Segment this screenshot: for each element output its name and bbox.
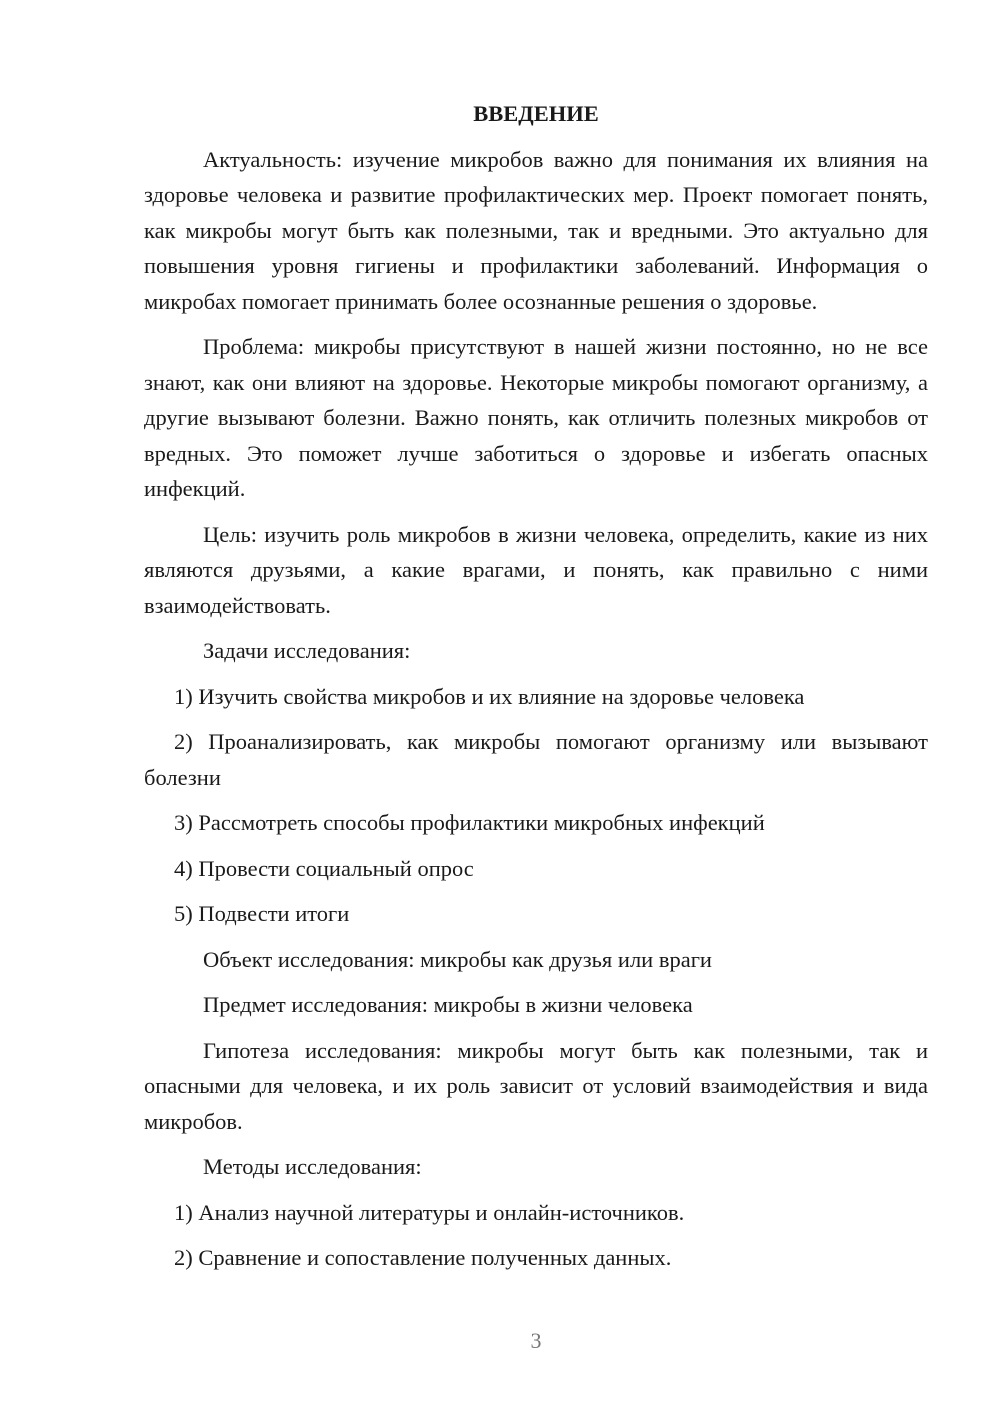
- task-item-5: 5) Подвести итоги: [174, 901, 350, 926]
- task-item-1: 1) Изучить свойства микробов и их влияние на здоровье человека: [174, 683, 805, 709]
- method-item-1: 1) Анализ научной литературы и онлайн-источников.: [174, 1199, 685, 1225]
- methods-heading: Методы исследования:: [203, 1154, 422, 1179]
- task-item-4: 4) Провести социальный опрос: [174, 855, 474, 881]
- method-item-2: 2) Сравнение и сопоставление полученных данных.: [174, 1245, 672, 1270]
- goal-paragraph: Цель: изучить роль микробов в жизни человека, определить, какие из них являются друзьями, а какие врагами, и понять, как правильно с ними взаимодействовать.: [144, 521, 928, 618]
- page-title: ВВЕДЕНИЕ: [473, 101, 599, 126]
- page-content: [144, 96, 928, 1286]
- tasks-heading: Задачи исследования:: [203, 638, 411, 663]
- subject-paragraph: Предмет исследования: микробы в жизни человека: [203, 992, 693, 1017]
- page-number: 3: [530, 1328, 542, 1353]
- task-item-2: 2) Проанализировать, как микробы помогают организму или вызывают болезни: [144, 729, 928, 790]
- object-paragraph: Объект исследования: микробы как друзья или враги: [203, 946, 712, 972]
- problem-paragraph: Проблема: микробы присутствуют в нашей жизни постоянно, но не все знают, как они влияют на здоровье. Некоторые микробы помогают организму, а другие вызывают болезни. Важно понять, как отличить полезных микробов от вредных. Это поможет лучше заботиться о здоровье и избегать опасных инфекций.: [144, 334, 928, 501]
- task-item-3: 3) Рассмотреть способы профилактики микробных инфекций: [174, 810, 765, 835]
- relevance-paragraph: Актуальность: изучение микробов важно для понимания их влияния на здоровье человека и развитие профилактических мер. Проект помогает понять, как микробы могут быть как полезными, так и вредными. Это актуально для повышения уровня гигиены и профилактики заболеваний. Информация о микробах помогает принимать более осознанные решения о здоровье.: [144, 146, 928, 314]
- hypothesis-paragraph: Гипотеза исследования: микробы могут быть как полезными, так и опасными для человека, и их роль зависит от условий взаимодействия и вида микробов.: [144, 1037, 928, 1134]
